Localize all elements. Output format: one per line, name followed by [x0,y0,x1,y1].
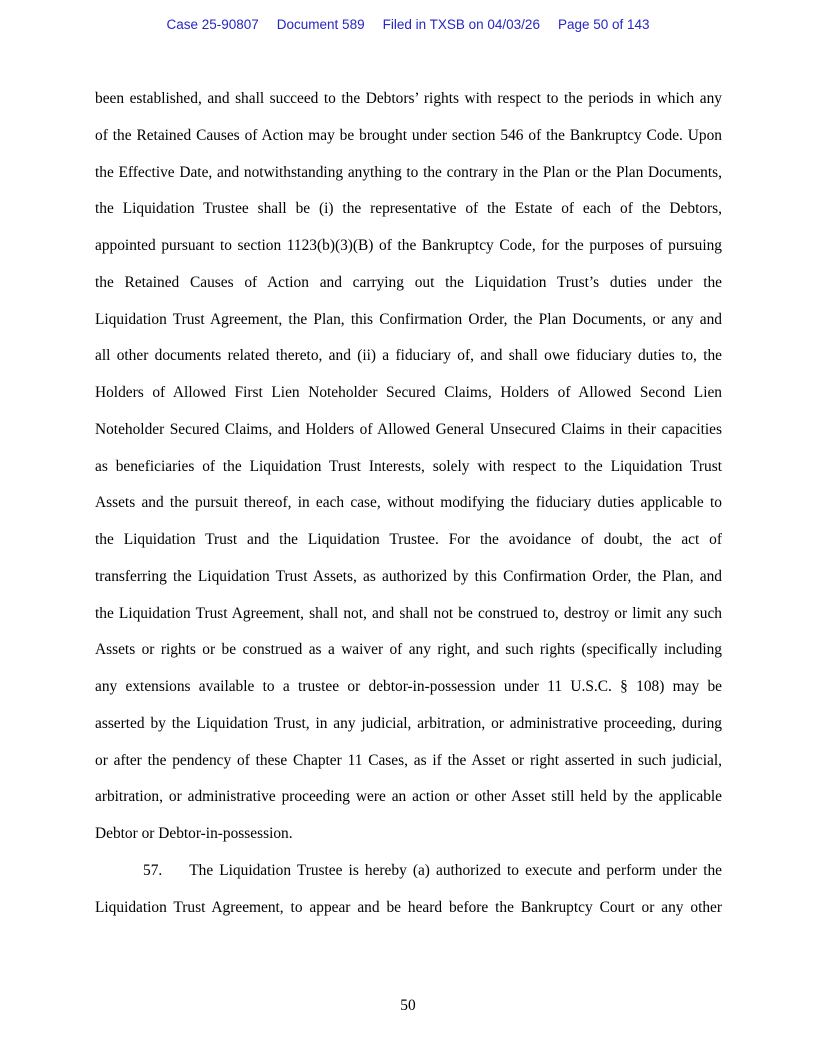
filing-info: Filed in TXSB on 04/03/26 [382,17,540,32]
body-text-line: as beneficiaries of the Liquidation Trust Interests, solely with respect to the Liquidation Trust [95,457,722,475]
body-text-line: the Liquidation Trust and the Liquidation Trustee. For the avoidance of doubt, the act of [95,531,722,548]
paragraph-text: The Liquidation Trustee is hereby (a) authorized to execute and perform under the [189,861,722,879]
case-header [0,17,816,33]
body-text-line: transferring the Liquidation Trust Assets, as authorized by this Confirmation Order, the Plan, and [95,567,722,585]
body-text-line [95,853,722,890]
body-text-line: the Liquidation Trust Agreement, shall not, and shall not be construed to, destroy or limit any such [95,604,722,622]
body-text-line: Assets and the pursuit thereof, in each case, without modifying the fiduciary duties applicable to [95,494,722,512]
case-number: Case 25-90807 [166,17,259,32]
body-text-line: Debtor or Debtor-in-possession. [95,825,293,842]
body-text-line: Assets or rights or be construed as a waiver of any right, and such rights (specifically including [95,641,722,659]
body-text-line: Liquidation Trust Agreement, to appear and be heard before the Bankruptcy Court or any other [95,898,722,916]
body-text-line: asserted by the Liquidation Trust, in any judicial, arbitration, or administrative proceeding, during [95,714,722,732]
body-text-line: appointed pursuant to section 1123(b)(3)(B) of the Bankruptcy Code, for the purposes of pursuing [95,237,722,254]
document-number: Document 589 [276,17,365,32]
body-text-line: the Effective Date, and notwithstanding anything to the contrary in the Plan or the Plan Documents, [95,163,722,181]
body-text-line: Liquidation Trust Agreement, the Plan, this Confirmation Order, the Plan Documents, or any and [95,310,722,328]
page-info: Page 50 of 143 [557,17,650,32]
body-text-line: been established, and shall succeed to the Debtors’ rights with respect to the periods in which any [95,90,722,107]
body-text-line: arbitration, or administrative proceeding were an action or other Asset still held by the applicable [95,788,722,806]
body-text-line: the Retained Causes of Action and carrying out the Liquidation Trust’s duties under the [95,273,722,291]
body-text-line: of the Retained Causes of Action may be brought under section 546 of the Bankruptcy Code. Upon [95,126,722,144]
body-text-line: any extensions available to a trustee or debtor-in-possession under 11 U.S.C. § 108) may be [95,678,722,695]
body-text-line: the Liquidation Trustee shall be (i) the representative of the Estate of each of the Debtors, [95,200,722,218]
body-text-line: or after the pendency of these Chapter 11 Cases, as if the Asset or right asserted in such judicial, [95,751,722,769]
body-text-line: Holders of Allowed First Lien Noteholder Secured Claims, Holders of Allowed Second Lien [95,384,722,401]
page-number: 50 [400,997,416,1014]
body-text-line: Noteholder Secured Claims, and Holders of Allowed General Unsecured Claims in their capacities [95,420,722,438]
body-text-line: all other documents related thereto, and (ii) a fiduciary of, and shall owe fiduciary duties to, the [95,347,722,365]
document-body [95,81,722,926]
paragraph-number: 57. [143,861,163,879]
